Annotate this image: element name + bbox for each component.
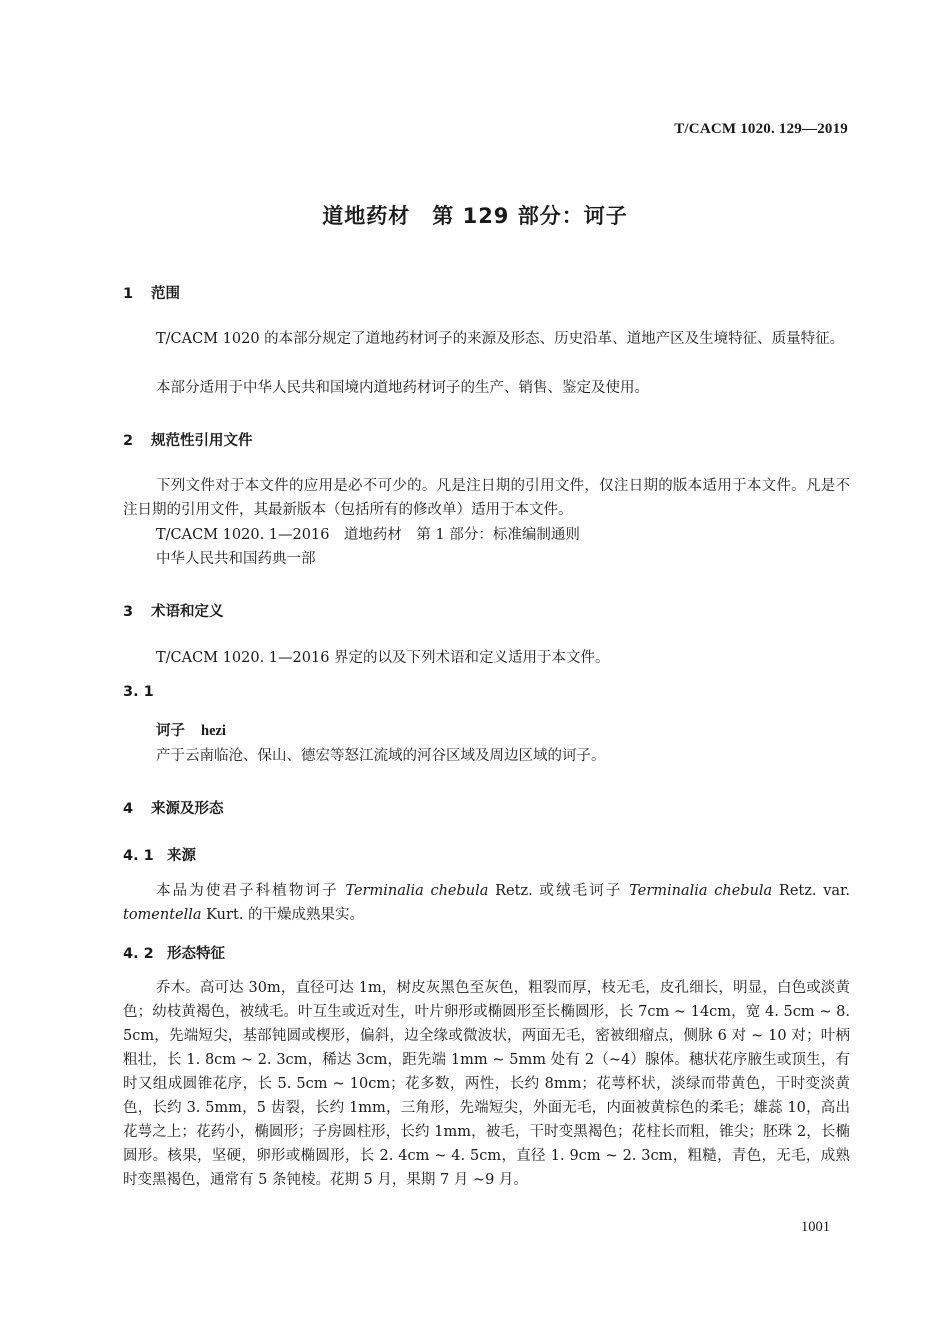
section-number: 1 xyxy=(123,286,134,302)
latin-name: Terminalia chebula xyxy=(629,883,773,899)
section-title: 来源及形态 xyxy=(151,801,224,817)
source-text-c: Retz. var. xyxy=(772,883,850,899)
section-number: 4. 1 xyxy=(123,848,154,864)
normative-reference-1: T/CACM 1020. 1—2016 道地药材 第 1 部分：标准编制通则 xyxy=(156,527,580,543)
term-chinese: 诃子 xyxy=(156,723,185,739)
latin-name: Terminalia chebula xyxy=(345,883,489,899)
source-text-d: Kurt. 的干燥成熟果实。 xyxy=(201,907,364,923)
section-2-heading xyxy=(123,429,253,450)
clause-number: 3. 1 xyxy=(123,684,154,700)
latin-name: tomentella xyxy=(123,907,202,923)
standard-code: T/CACM 1020. 129—2019 xyxy=(674,121,848,137)
section-4-2-heading xyxy=(123,942,225,963)
term-definition: 产于云南临沧、保山、德宏等怒江流域的河谷区域及周边区域的诃子。 xyxy=(156,748,606,764)
section-2-paragraph: 下列文件对于本文件的应用是必不可少的。凡是注日期的引用文件，仅注日期的版本适用于本文件。凡是不注日期的引用文件，其最新版本（包括所有的修改单）适用于本文件。 xyxy=(123,478,850,518)
section-title: 形态特征 xyxy=(167,946,225,962)
term-entry xyxy=(156,719,850,743)
section-4-heading xyxy=(123,797,224,818)
section-3-heading xyxy=(123,600,224,621)
section-4-1-heading xyxy=(123,844,196,865)
section-1-paragraph-2: 本部分适用于中华人民共和国境内道地药材诃子的生产、销售、鉴定及使用。 xyxy=(156,380,649,396)
section-1-heading xyxy=(123,282,180,303)
section-number: 2 xyxy=(123,433,134,449)
section-number: 3 xyxy=(123,604,134,620)
clause-3-1-number xyxy=(123,684,154,700)
source-text-b: Retz. 或绒毛诃子 xyxy=(488,883,630,899)
section-number: 4. 2 xyxy=(123,946,154,962)
page-number: 1001 xyxy=(801,1219,830,1235)
section-number: 4 xyxy=(123,801,134,817)
source-text-a: 本品为使君子科植物诃子 xyxy=(156,883,346,899)
term-english: hezi xyxy=(201,723,226,739)
source-paragraph xyxy=(123,879,850,927)
normative-reference-2: 中华人民共和国药典一部 xyxy=(156,551,316,567)
section-title: 来源 xyxy=(167,848,196,864)
document-title: 道地药材 第 129 部分：诃子 xyxy=(322,204,628,228)
section-title: 范围 xyxy=(151,286,180,302)
morphology-paragraph: 乔木。高可达 30m，直径可达 1m，树皮灰黑色至灰色，粗裂而厚，枝无毛，皮孔细长，明显，白色或淡黄色；幼枝黄褐色，被绒毛。叶互生或近对生，叶片卵形或椭圆形至长椭圆形，长 7cm ~ 14cm，宽 4. 5cm ~ 8. 5cm，先端短尖，基部钝圆或楔形，偏斜，边全缘或微波状，两面无毛，密被细瘤点，侧脉 6 对 ~ 10 对；叶柄粗壮，长 1. 8cm ~ 2. 3cm，稀达 3cm，距先端 1mm ~ 5mm 处有 2（~4）腺体。穗状花序腋生或顶生，有时又组成圆锥花序，长 5. 5cm ~ 10cm；花多数，两性，长约 8mm；花萼杯状，淡绿而带黄色，干时变淡黄色，长约 3. 5mm，5 齿裂，长约 1mm，三角形，先端短尖，外面无毛，内面被黄棕色的柔毛；雄蕊 10，高出花萼之上；花药小，椭圆形；子房圆柱形，长约 1mm，被毛，干时变黑褐色；花柱长而粗，锥尖；胚珠 2，长椭圆形。核果，坚硬，卵形或椭圆形，长 2. 4cm ~ 4. 5cm，直径 1. 9cm ~ 2. 3cm，粗糙，青色，无毛，成熟时变黑褐色，通常有 5 条钝棱。花期 5 月，果期 7 月 ~9 月。 xyxy=(123,980,850,1188)
section-1-paragraph-1: T/CACM 1020 的本部分规定了道地药材诃子的来源及形态、历史沿革、道地产区及生境特征、质量特征。 xyxy=(156,331,845,347)
section-3-paragraph: T/CACM 1020. 1—2016 界定的以及下列术语和定义适用于本文件。 xyxy=(156,650,610,666)
section-title: 术语和定义 xyxy=(151,604,224,620)
section-title: 规范性引用文件 xyxy=(151,433,253,449)
